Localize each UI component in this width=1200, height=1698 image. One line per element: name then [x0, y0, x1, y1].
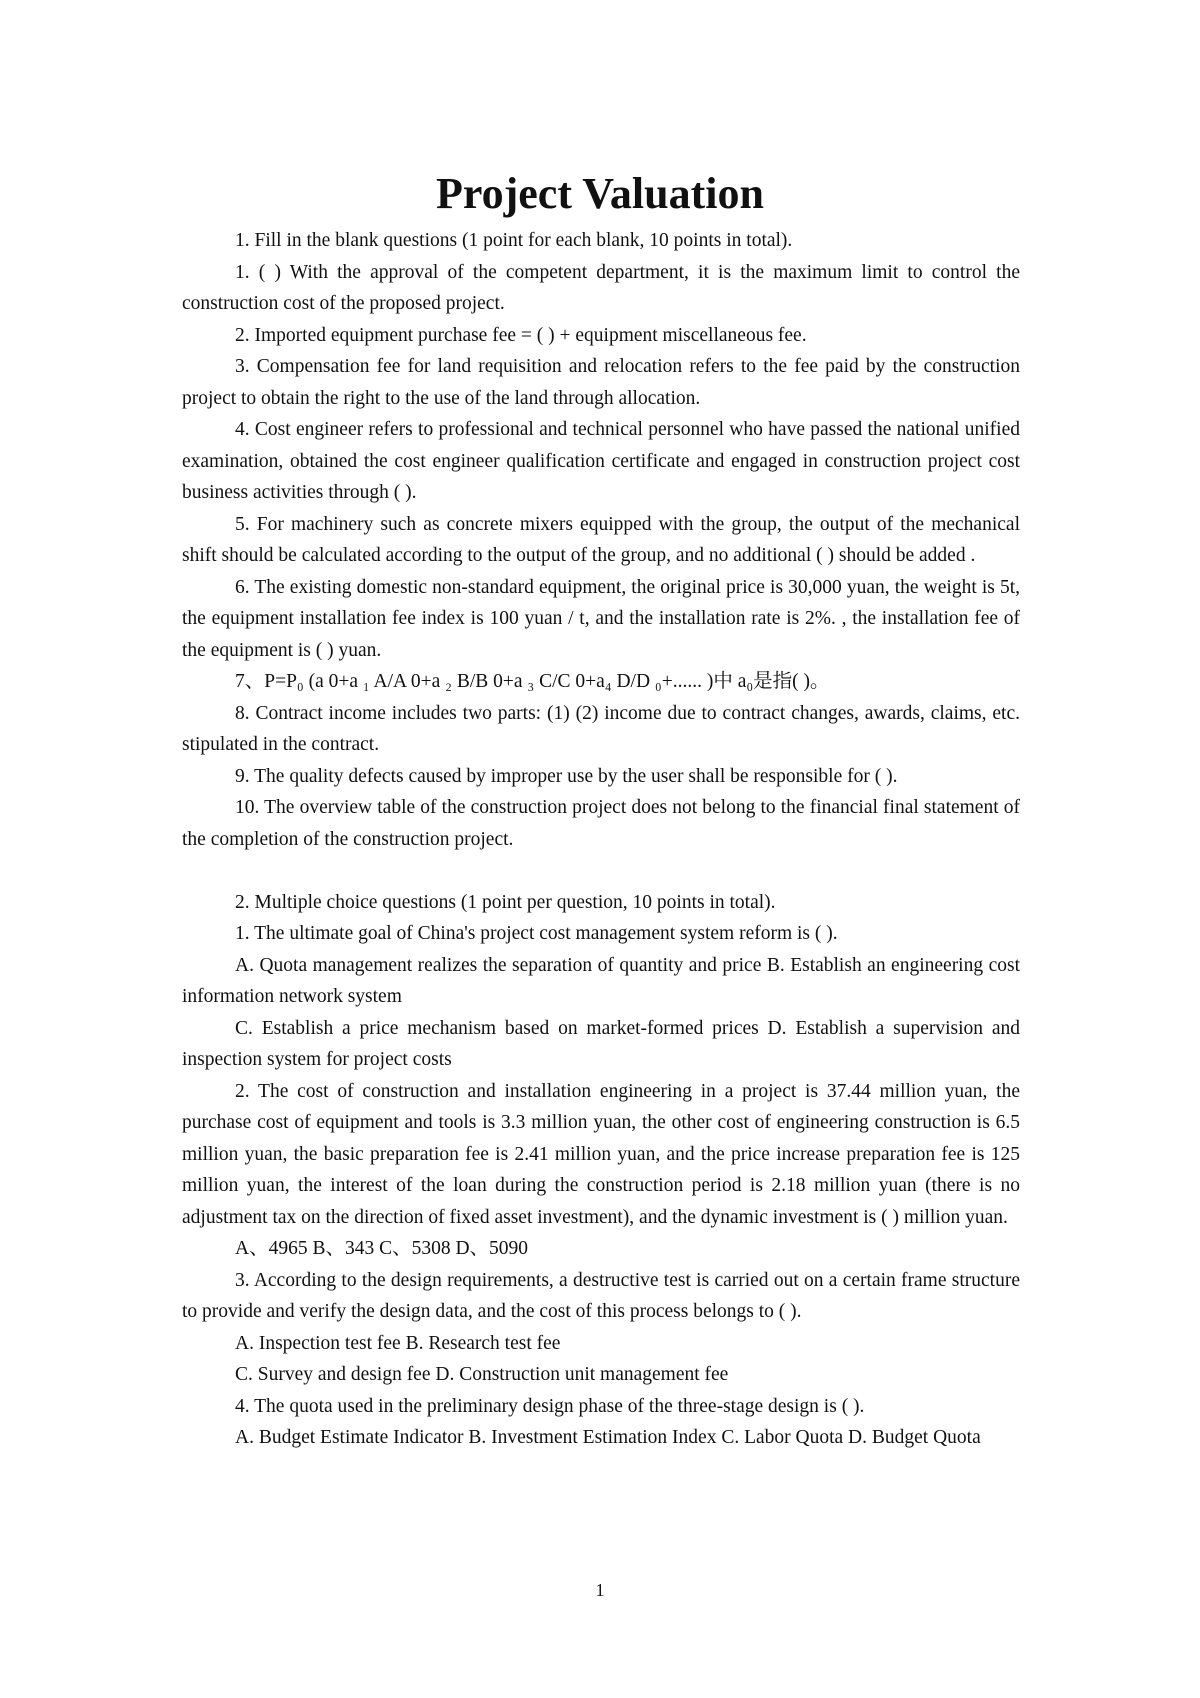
section1-question-7: 7、P=P₀ (a 0+a ₁ A/A 0+a ₂ B/B 0+a ₃ C/C 0+a₄ D/D ₀+...... )中 a₀是指( )。 [235, 671, 830, 692]
section2-question-2-options: A、4965 B、343 C、5308 D、5090 [235, 1238, 529, 1259]
section2-question-3-options-cd: C. Survey and design fee D. Construction unit management fee [235, 1364, 729, 1385]
section1-question-10: 10. The overview table of the construction project does not belong to the financial final statement of the completion of the construction project. [182, 797, 1020, 850]
section2-question-3: 3. According to the design requirements, a destructive test is carried out on a certain frame structure to provide and verify the design data, and the cost of this process belongs to ( ). [182, 1269, 1020, 1322]
section2-heading: 2. Multiple choice questions (1 point per question, 10 points in total). [235, 891, 776, 913]
section1-question-4: 4. Cost engineer refers to professional and technical personnel who have passed the national unified examination, obtained the cost engineer qualification certificate and engaged in construction project cost business activities through ( ). [182, 419, 1020, 503]
section2-question-4-options: A. Budget Estimate Indicator B. Investment Estimation Index C. Labor Quota D. Budget Quota [235, 1427, 981, 1448]
section1-question-2: 2. Imported equipment purchase fee = ( ) + equipment miscellaneous fee. [235, 324, 807, 346]
page-title: Project Valuation [436, 169, 764, 218]
section1-heading: 1. Fill in the blank questions (1 point for each blank, 10 points in total). [235, 230, 793, 251]
section1-question-8: 8. Contract income includes two parts: (1) (2) income due to contract changes, awards, claims, etc. stipulated in the contract. [182, 702, 1020, 755]
page-number: 1 [595, 1580, 605, 1600]
section2-question-4: 4. The quota used in the preliminary design phase of the three-stage design is ( ). [235, 1395, 865, 1417]
section2-question-3-options-ab: A. Inspection test fee B. Research test fee [235, 1332, 561, 1354]
section2-question-2: 2. The cost of construction and installation engineering in a project is 37.44 million yuan, the purchase cost of equipment and tools is 3.3 million yuan, the other cost of engineering construction is 6.5 million yuan, the basic preparation fee is 2.41 million yuan, and the price increase preparation fee is 125 million yuan, the interest of the loan during the construction period is 2.18 million yuan (there is no adjustment tax on the direction of fixed asset investment), and the dynamic investment is ( ) million yuan. [182, 1080, 1020, 1228]
section2-question-1: 1. The ultimate goal of China's project cost management system reform is ( ). [235, 923, 838, 944]
section2-question-1-options-ab: A. Quota management realizes the separation of quantity and price B. Establish an engineering cost information network system [182, 954, 1020, 1007]
section1-question-5: 5. For machinery such as concrete mixers equipped with the group, the output of the mechanical shift should be calculated according to the output of the group, and no additional ( ) should be added . [182, 513, 1020, 566]
section1-question-3: 3. Compensation fee for land requisition and relocation refers to the fee paid by the construction project to obtain the right to the use of the land through allocation. [182, 356, 1020, 409]
section2-question-1-options-cd: C. Establish a price mechanism based on market-formed prices D. Establish a supervision and inspection system for project costs [182, 1017, 1020, 1070]
paragraph-spacer [182, 855, 1020, 887]
section1-question-9: 9. The quality defects caused by improper use by the user shall be responsible for ( ). [235, 765, 898, 787]
section1-question-6: 6. The existing domestic non-standard equipment, the original price is 30,000 yuan, the weight is 5t, the equipment installation fee index is 100 yuan / t, and the installation rate is 2%. , the installation fee of the equipment is ( ) yuan. [182, 576, 1020, 661]
section1-question-1: 1. ( ) With the approval of the competent department, it is the maximum limit to control the construction cost of the proposed project. [182, 261, 1020, 314]
document-body [182, 225, 1020, 1454]
